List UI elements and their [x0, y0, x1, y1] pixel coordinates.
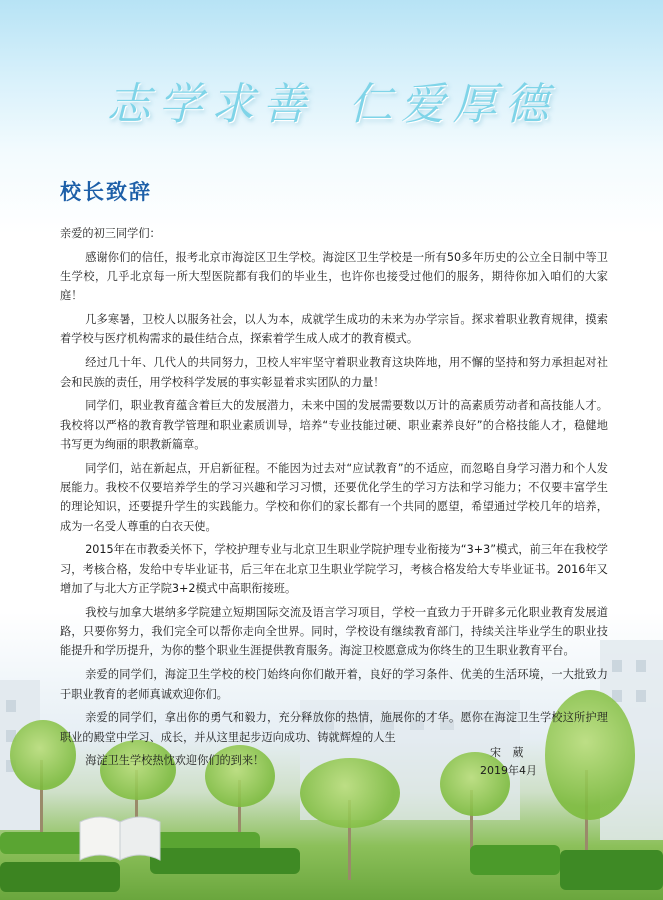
paragraph: 同学们，职业教育蕴含着巨大的发展潜力，未来中国的发展需要数以万计的高素质劳动者和高技能人才。我校将以严格的教育教学管理和职业素质训导，培养“专业技能过硬、职业素养良好”的合格技能人才，稳健地书写更为绚丽的职教新篇章。: [60, 399, 608, 451]
section-heading: 校长致辞: [60, 180, 152, 204]
paragraph: 同学们，站在新起点，开启新征程。不能因为过去对“应试教育”的不适应，而忽略自身学习潜力和个人发展能力。我校不仅要培养学生的学习兴趣和学习习惯，还要优化学生的学习方法和学习能力；不仅要丰富学生的理论知识，还要提升学生的实践能力。学校和你们的家长都有一个共同的愿望，希望通过学校几年的培养，成为一名受人尊重的白衣天使。: [60, 461, 608, 533]
school-motto: [0, 68, 663, 132]
paragraph: 感谢你们的信任，报考北京市海淀区卫生学校。海淀区卫生学校是一所有50多年历史的公立全日制中等卫生学校，几乎北京每一所大型医院都有我们的毕业生，也许你也接受过他们的服务，期待你加入咱们的大家庭！: [60, 250, 608, 303]
open-book-sculpture: [78, 812, 162, 864]
principal-letter: [60, 224, 608, 775]
paragraph: 几多寒暑，卫校人以服务社会，以人为本，成就学生成功的未来为办学宗旨。探求着职业教育规律，摸索着学校与医疗机构需求的最佳结合点，探索着学生成人成才的教育模式。: [60, 313, 608, 346]
paragraph: 经过几十年、几代人的共同努力，卫校人牢牢坚守着职业教育这块阵地，用不懈的坚持和努力承担起对社会和民族的责任，用学校科学发展的事实彰显着求实团队的力量！: [60, 356, 608, 389]
paragraph: 亲爱的同学们，拿出你的勇气和毅力，充分释放你的热情，施展你的才华。愿你在海淀卫生学校这所护理职业的殿堂中学习、成长，并从这里起步迈向成功、铸就辉煌的人生: [60, 711, 608, 744]
paragraph: 海淀卫生学校热忱欢迎你们的到来！: [85, 754, 265, 768]
motto-part-1: 志学求善: [106, 79, 315, 130]
paragraph: 亲爱的同学们，海淀卫生学校的校门始终向你们敞开着，良好的学习条件、优美的生活环境，一大批致力于职业教育的老师真诚欢迎你们。: [60, 668, 608, 701]
paragraph: 2015年在市教委关怀下，学校护理专业与北京卫生职业学院护理专业衔接为“3+3”模式，前三年在我校学习，考核合格，发给中专毕业证书，后三年在北京卫生职业学院学习，考核合格发给大专毕业证书。2016年又增加了与北大方正学院3+2模式中高职衔接班。: [60, 543, 608, 596]
greeting: 亲爱的初三同学们：: [60, 227, 161, 240]
motto-part-2: 仁爱厚德: [348, 79, 557, 130]
paragraph: 我校与加拿大堪纳多学院建立短期国际交流及语言学习项目，学校一直致力于开辟多元化职业教育发展道路，只要你努力，我们完全可以帮你走向全世界。同时，学校设有继续教育部门，持续关注毕业学生的职业技能提升和学历提升，为你的整个职业生涯提供教育服务。海淀卫校愿意成为你终生的卫生职业教育平台。: [60, 605, 608, 658]
signature-date: 2019年4月: [480, 764, 537, 777]
signature-name: 宋 葳: [490, 746, 528, 759]
